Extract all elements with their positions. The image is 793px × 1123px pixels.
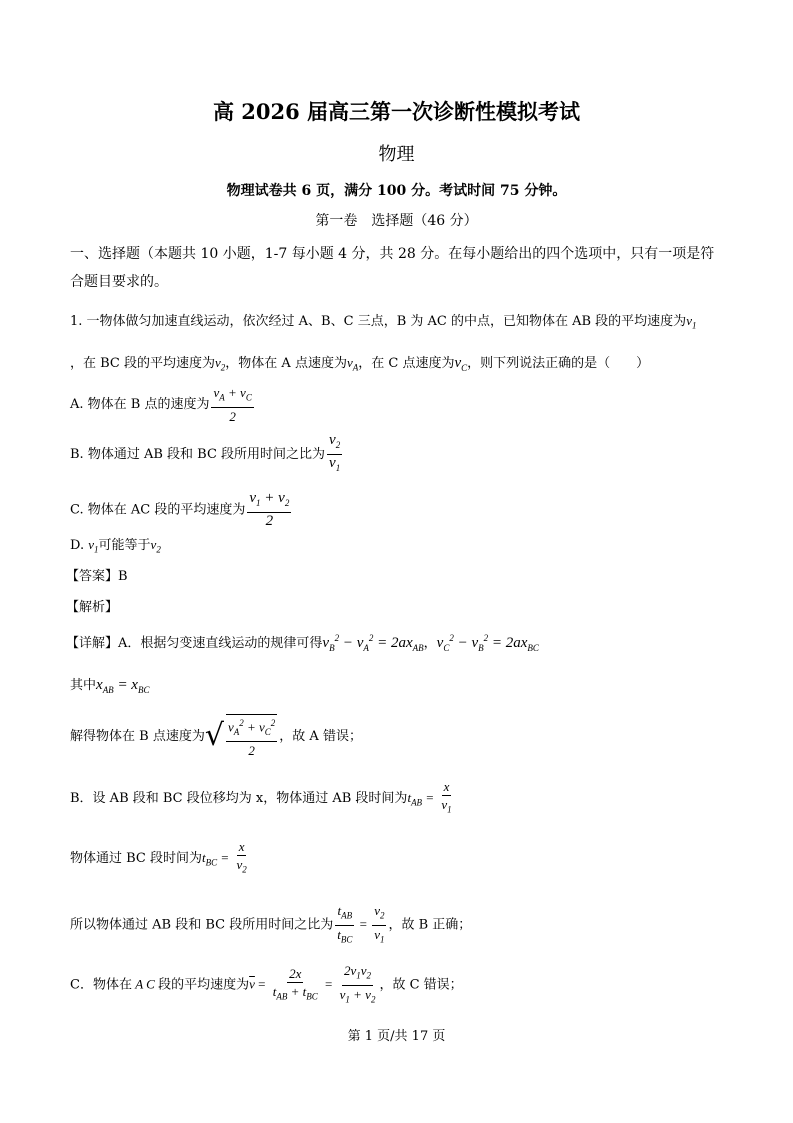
exam-title: 高 2026 届高三第一次诊断性模拟考试 [212,99,581,124]
detail-text: 解得物体在 B 点速度为 [70,728,205,744]
formula-bc-kinematics: $v_C^2 - v_B^2 = 2ax_{BC}$ [436,633,539,653]
detail-solve-line [70,714,362,759]
formula-tbc: $t_{BC}$ = [202,849,233,868]
analysis-label: 【解析】 [66,600,119,615]
formula-v1: $v_1$ [686,313,697,331]
option-text: D. [70,538,85,553]
detail-label: 【详解】 [66,636,119,651]
detail-text: 物体通过 BC 段时间为 [70,850,203,866]
formula-option-b: $\frac{v_2}{v_1}$ [329,432,341,473]
formula-ac: A C [131,976,159,992]
formula-vb-sqrt: √ $\frac{v_A^2 + v_C^2}{2}$ [205,714,279,759]
page-footer: 第 1 页/共 17 页 [347,1029,446,1044]
detail-text: 段的平均速度为 [158,977,250,993]
option-text: 可能等于 [98,538,151,553]
option-text: B. 物体通过 AB 段和 BC 段所用时间之比为 [70,447,326,462]
option-c [70,490,293,530]
formula-ab-kinematics: $v_B^2 - v_A^2 = 2ax_{AB}$ [322,633,424,653]
formula-avg-velocity-1: $\frac{2x}{t_{AB} + t_{BC}}$ [272,965,318,1002]
detail-ratio-line: 所以物体通过 AB 段和 BC 段所用时间之比为 $\frac{t_{AB}}{t_{BC}}$ = $\frac{v_2}{v_1}$ ，故 B 正确； [70,902,471,948]
detail-text: ，故 C 错误； [379,977,463,993]
detail-c-line: C．物体在 A C 段的平均速度为$\overline{v}$ = $\frac{2x}{t_{AB} + t_{BC}}$ = $\frac{2v_1v_2}{v_1 + v_2}$ ，故 C 错误； [70,962,463,1008]
formula-tbc-frac: $\frac{x}{v_2}$ [236,839,247,875]
formula-va: $v_A$ [346,355,359,373]
formula-v2: $v_2$ [150,537,161,555]
detail-text: C．物体在 [70,977,132,993]
detail-text: ，故 A 错误； [279,728,362,744]
question-text: ，在 BC 段的平均速度为 [70,356,216,371]
question-text: ，在 C 点速度为 [358,356,455,371]
exam-info: 物理试卷共 6 页，满分 100 分。考试时间 75 分钟。 [226,183,567,199]
formula-tab: $t_{AB}$ = [407,789,438,808]
formula-vbar: $\overline{v}$ [249,976,255,992]
question-text: ，物体在 A 点速度为 [225,356,347,371]
question-text: 1. 一物体做匀加速直线运动，依次经过 A、B、C 三点，B 为 AC 的中点，已知物体在 AB 段的平均速度为 [70,314,687,329]
section-instructions: 一、选择题（本题共 10 小题，1-7 每小题 4 分，共 28 分。在每小题给出的四个选项中，只有一项是符合题目要求的。 [70,246,715,290]
option-text: C. 物体在 AC 段的平均速度为 [70,502,246,518]
subject-heading: 物理 [378,144,415,165]
detail-bc-time-line [70,838,251,879]
answer-label: 【答案】 [66,569,119,584]
formula-time-ratio-right: $\frac{v_2}{v_1}$ [374,903,385,945]
formula-vc: $v_C$ [454,355,468,373]
formula-equal-displacement: $x_{AB} = x_{BC}$ [96,677,150,695]
detail-text: 其中 [70,678,97,693]
detail-a-line: 【详解】A．根据匀变速直线运动的规律可得$v_B^2 - v_A^2 = 2ax_{AB}$，$v_C^2 - v_B^2 = 2ax_{BC}$ [66,633,539,653]
formula-time-ratio-left: $\frac{t_{AB}}{t_{BC}}$ [337,903,353,945]
formula-avg-velocity-2: $\frac{2v_1v_2}{v_1 + v_2}$ [339,963,376,1005]
option-text: A. 物体在 B 点的速度为 [70,396,210,412]
formula-v2: $v_2$ [215,355,226,373]
volume-heading: 第一卷 选择题（46 分） [315,213,478,229]
detail-b-line [70,778,456,819]
option-b [70,432,344,477]
formula-v1: $v_1$ [88,537,99,555]
option-d [70,534,161,555]
detail-text: ，故 B 正确； [388,917,472,933]
detail-text: A．根据匀变速直线运动的规律可得 [118,636,323,651]
detail-text: B．设 AB 段和 BC 段位移均为 x，物体通过 AB 段时间为 [70,790,408,806]
question-text: ，则下列说法正确的是（ ） [467,356,650,371]
question-line-1 [70,310,696,331]
answer-line [66,565,128,584]
formula-option-a: $\frac{v_A + v_C}{2}$ [213,385,252,424]
option-a [70,384,256,425]
formula-tab-frac: $\frac{x}{v_1}$ [441,779,452,815]
question-line-2 [70,352,649,373]
detail-text: 所以物体通过 AB 段和 BC 段所用时间之比为 [70,917,334,933]
formula-option-c: $\frac{v_1 + v_2}{2}$ [249,490,290,529]
answer-value: B [118,569,128,584]
detail-where-line [70,674,149,695]
